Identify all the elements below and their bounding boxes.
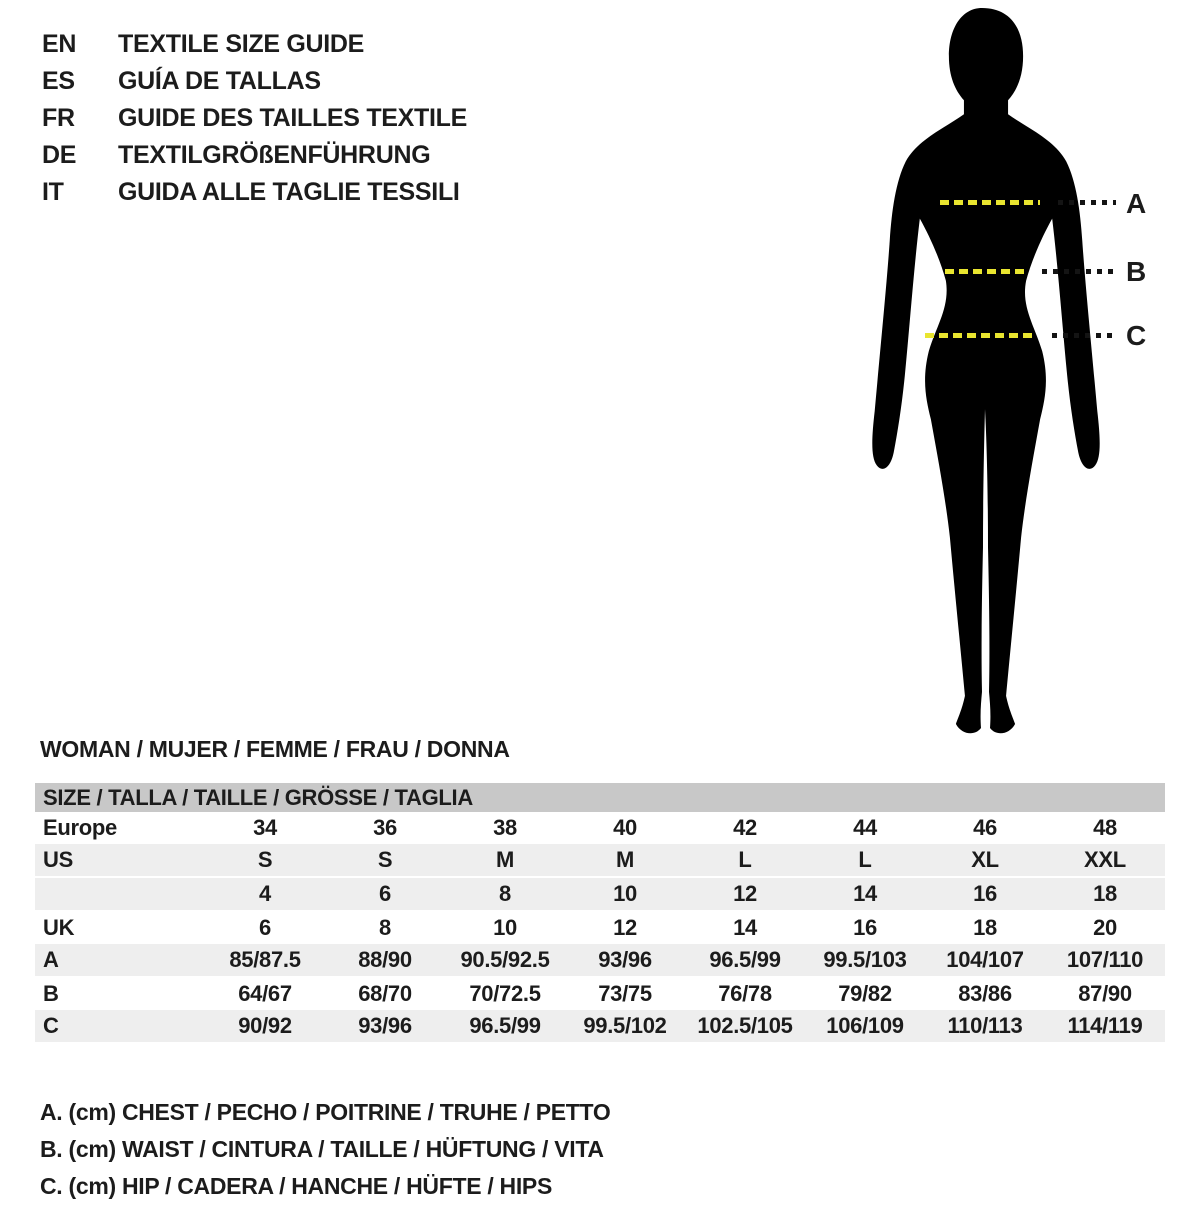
table-cell: 79/82 xyxy=(838,981,892,1006)
table-cell: 90.5/92.5 xyxy=(460,947,550,972)
table-cell: 70/72.5 xyxy=(469,981,541,1006)
size-table xyxy=(35,783,1165,1044)
legend-row-fr xyxy=(42,100,467,137)
waist-dashed-line xyxy=(945,269,1027,274)
table-cell: 106/109 xyxy=(826,1013,904,1038)
table-cell: M xyxy=(495,847,515,872)
table-cell: 38 xyxy=(493,815,517,840)
marker-label-c: C xyxy=(1126,320,1147,351)
table-cell: 102.5/105 xyxy=(697,1013,793,1038)
note-waist: B. (cm) WAIST / CINTURA / TAILLE / HÜFTUNG / VITA xyxy=(40,1136,604,1162)
size-table-header: SIZE / TALLA / TAILLE / GRÖSSE / TAGLIA xyxy=(35,783,1165,812)
table-cell: 68/70 xyxy=(358,981,412,1006)
table-cell: 99.5/102 xyxy=(583,1013,667,1038)
table-cell: 16 xyxy=(973,881,997,906)
chest-dashed-line xyxy=(940,200,1040,205)
table-cell: 87/90 xyxy=(1078,981,1132,1006)
table-cell: 110/113 xyxy=(947,1013,1023,1038)
row-label: UK xyxy=(43,915,75,940)
table-cell: 8 xyxy=(379,915,391,940)
table-cell: 14 xyxy=(733,915,757,940)
row-label: A xyxy=(43,947,59,972)
table-cell: 85/87.5 xyxy=(229,947,301,972)
table-cell: 40 xyxy=(613,815,637,840)
row-label: B xyxy=(43,981,59,1006)
legend-row-de xyxy=(42,137,467,174)
table-cell: 73/75 xyxy=(598,981,652,1006)
table-cell: 96.5/99 xyxy=(709,947,781,972)
table-cell: 34 xyxy=(253,815,277,840)
legend-label: TEXTILE SIZE GUIDE xyxy=(118,30,365,58)
woman-silhouette-svg xyxy=(862,6,1110,738)
table-cell: 16 xyxy=(853,915,877,940)
table-row-waist-b xyxy=(35,978,1165,1010)
waist-leader-line xyxy=(1042,269,1116,274)
table-cell: S xyxy=(377,847,393,872)
table-cell: 83/86 xyxy=(958,981,1012,1006)
measurement-notes xyxy=(40,1094,610,1205)
row-label xyxy=(35,878,205,910)
table-cell: 44 xyxy=(853,815,877,840)
table-cell: 4 xyxy=(259,881,271,906)
row-label: US xyxy=(43,847,73,872)
table-cell: XXL xyxy=(1084,847,1126,872)
table-row-us-numeric xyxy=(35,878,1165,912)
legend-code: ES xyxy=(42,67,75,95)
table-cell: 76/78 xyxy=(718,981,772,1006)
table-cell: 18 xyxy=(1093,881,1117,906)
legend-code: IT xyxy=(42,178,64,206)
table-cell: 10 xyxy=(613,881,637,906)
legend-label: GUIDE DES TAILLES TEXTILE xyxy=(118,104,468,132)
woman-silhouette xyxy=(862,6,1110,738)
table-cell: 18 xyxy=(973,915,997,940)
table-cell: 12 xyxy=(733,881,757,906)
table-cell: 107/110 xyxy=(1066,947,1144,972)
chest-leader-line xyxy=(1058,200,1116,205)
table-cell: 93/96 xyxy=(358,1013,412,1038)
table-cell: 99.5/103 xyxy=(823,947,907,972)
marker-label-b: B xyxy=(1126,256,1147,287)
legend-label: GUÍA DE TALLAS xyxy=(118,67,321,95)
legend-row-es xyxy=(42,63,467,100)
table-cell: 114/119 xyxy=(1067,1013,1143,1038)
table-cell: L xyxy=(858,847,872,872)
language-legend xyxy=(42,26,467,211)
table-cell: 36 xyxy=(373,815,397,840)
table-cell: M xyxy=(615,847,635,872)
table-cell: 20 xyxy=(1093,915,1117,940)
note-hip: C. (cm) HIP / CADERA / HANCHE / HÜFTE / HIPS xyxy=(40,1173,553,1199)
table-cell: 42 xyxy=(733,815,757,840)
legend-code: DE xyxy=(42,141,77,169)
table-cell: 104/107 xyxy=(946,947,1024,972)
table-cell: L xyxy=(738,847,752,872)
legend-code: EN xyxy=(42,30,77,58)
table-row-europe xyxy=(35,812,1165,844)
legend-label: TEXTILGRÖßENFÜHRUNG xyxy=(118,141,431,169)
row-label: Europe xyxy=(43,815,117,840)
table-cell: 8 xyxy=(499,881,511,906)
legend-label: GUIDA ALLE TAGLIE TESSILI xyxy=(118,178,460,206)
note-chest: A. (cm) CHEST / PECHO / POITRINE / TRUHE / PETTO xyxy=(40,1099,611,1125)
legend-code: FR xyxy=(42,104,75,132)
table-cell: 88/90 xyxy=(358,947,412,972)
legend-row-en xyxy=(42,26,467,63)
table-cell: 6 xyxy=(379,881,391,906)
table-row-us xyxy=(35,844,1165,878)
table-cell: 46 xyxy=(973,815,997,840)
table-cell: 96.5/99 xyxy=(469,1013,541,1038)
table-row-uk xyxy=(35,912,1165,944)
row-label: C xyxy=(43,1013,59,1038)
table-cell: 14 xyxy=(853,881,877,906)
hip-dashed-line xyxy=(925,333,1037,338)
table-row-chest-a xyxy=(35,944,1165,978)
table-cell: 64/67 xyxy=(238,981,292,1006)
table-cell: 48 xyxy=(1093,815,1117,840)
table-cell: XL xyxy=(971,847,999,872)
table-cell: S xyxy=(257,847,273,872)
table-row-hip-c xyxy=(35,1010,1165,1044)
legend-row-it xyxy=(42,174,467,211)
table-cell: 90/92 xyxy=(238,1013,292,1038)
table-cell: 93/96 xyxy=(598,947,652,972)
table-cell: 10 xyxy=(493,915,517,940)
marker-label-a: A xyxy=(1126,188,1147,219)
section-title: WOMAN / MUJER / FEMME / FRAU / DONNA xyxy=(40,736,510,762)
table-cell: 6 xyxy=(259,915,271,940)
hip-leader-line xyxy=(1052,333,1116,338)
table-cell: 12 xyxy=(613,915,637,940)
